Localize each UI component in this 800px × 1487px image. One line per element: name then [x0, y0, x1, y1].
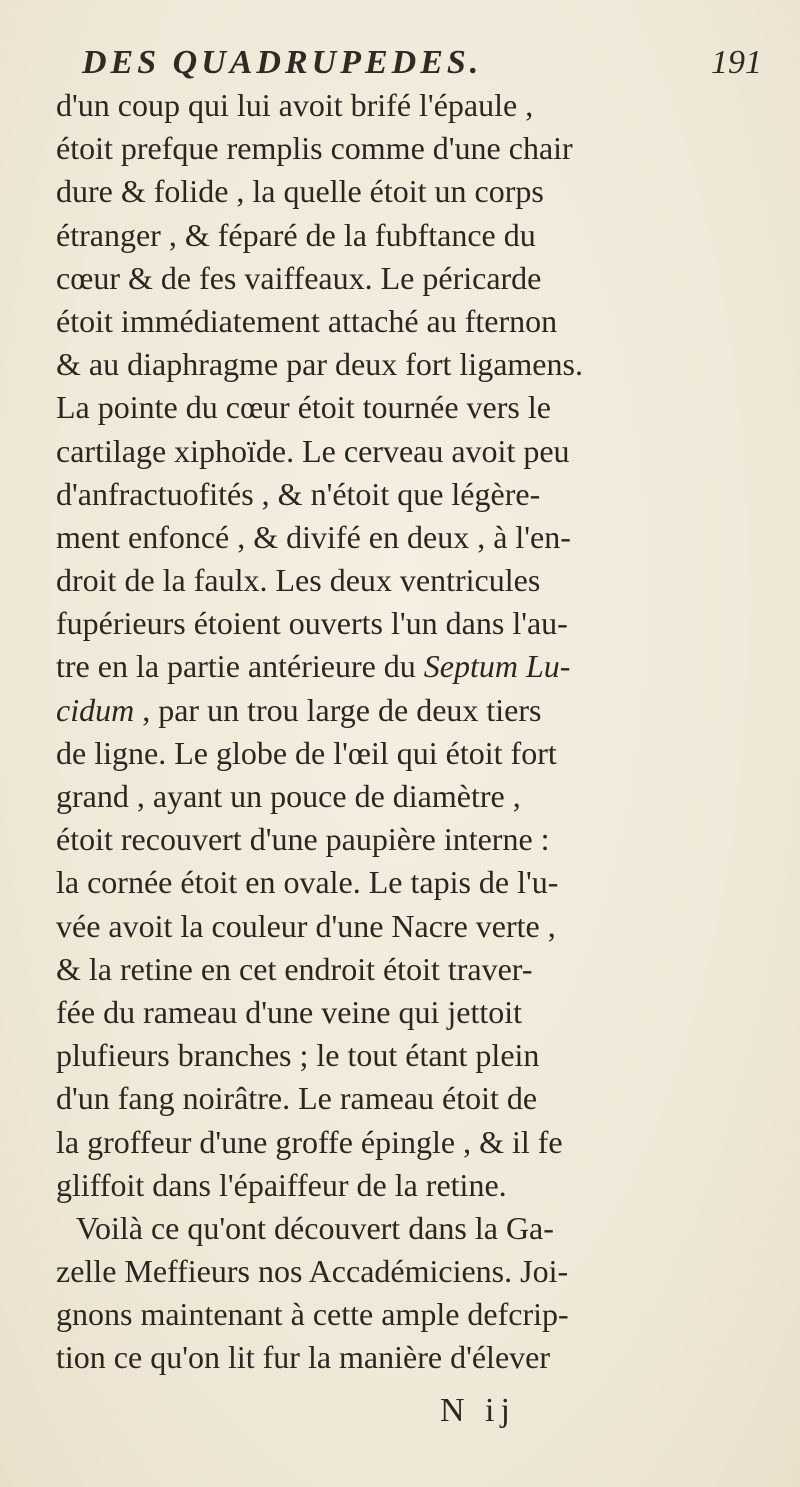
- text-line: étoit immédiatement attaché au fternon: [56, 302, 558, 339]
- text-line: [56, 689, 776, 732]
- text-line: la groffeur d'une groffe épingle , & il fe: [56, 1123, 563, 1160]
- text-line: tion ce qu'on lit fur la manière d'élever: [56, 1339, 550, 1376]
- latin-term: cidum: [56, 691, 135, 728]
- text-line: & au diaphragme par deux fort ligamens.: [56, 346, 583, 383]
- latin-term: Septum Lu-: [423, 648, 571, 685]
- text-line: fée du rameau d'une veine qui jettoit: [56, 993, 523, 1030]
- text-line: étoit prefque remplis comme d'une chair: [56, 130, 573, 167]
- text-line: plufieurs branches ; le tout étant plein: [56, 1037, 540, 1074]
- text-line: d'anfractuofités , & n'étoit que légère-: [56, 475, 541, 512]
- text-line: [56, 645, 776, 688]
- text-line: grand , ayant un pouce de diamètre ,: [56, 778, 521, 814]
- text-line: de ligne. Le globe de l'œil qui étoit fort: [56, 734, 557, 771]
- text-line: la cornée étoit en ovale. Le tapis de l'u-: [56, 864, 559, 901]
- text-line: vée avoit la couleur d'une Nacre verte ,: [56, 907, 556, 944]
- text-line: d'un coup qui lui avoit brifé l'épaule ,: [56, 87, 534, 123]
- text-line-part: tre en la partie antérieure du: [56, 648, 416, 685]
- text-line: zelle Meffieurs nos Accadémiciens. Joi-: [56, 1253, 569, 1290]
- text-line: ment enfoncé , & divifé en deux , à l'en-: [56, 518, 571, 555]
- text-line: gliffoit dans l'épaiffeur de la retine.: [56, 1166, 507, 1203]
- text-line: étranger , & féparé de la fubftance du: [56, 216, 536, 253]
- text-line: cartilage xiphoïde. Le cerveau avoit peu: [56, 432, 570, 469]
- text-line: droit de la faulx. Les deux ventricules: [56, 562, 541, 599]
- text-line: fupérieurs étoient ouverts l'un dans l'au-: [56, 605, 568, 642]
- text-line: étoit recouvert d'une paupière interne :: [56, 821, 550, 858]
- text-line: cœur & de fes vaiffeaux. Le péricarde: [56, 259, 542, 296]
- signature-mark: N ij: [440, 1392, 516, 1429]
- text-line: La pointe du cœur étoit tournée vers le: [56, 389, 551, 426]
- page-number: 191: [711, 44, 762, 81]
- text-line: & la retine en cet endroit étoit traver-: [56, 950, 533, 987]
- text-line: Voilà ce qu'ont découvert dans la Ga-: [76, 1209, 554, 1246]
- text-line-rest: , par un trou large de deux tiers: [134, 691, 542, 728]
- body-text: [56, 84, 776, 1380]
- text-line: dure & folide , la quelle étoit un corps: [56, 173, 544, 210]
- running-title: DES QUADRUPEDES.: [82, 44, 483, 81]
- text-line: d'un fang noirâtre. Le rameau étoit de: [56, 1080, 538, 1117]
- text-line: gnons maintenant à cette ample defcrip-: [56, 1296, 569, 1333]
